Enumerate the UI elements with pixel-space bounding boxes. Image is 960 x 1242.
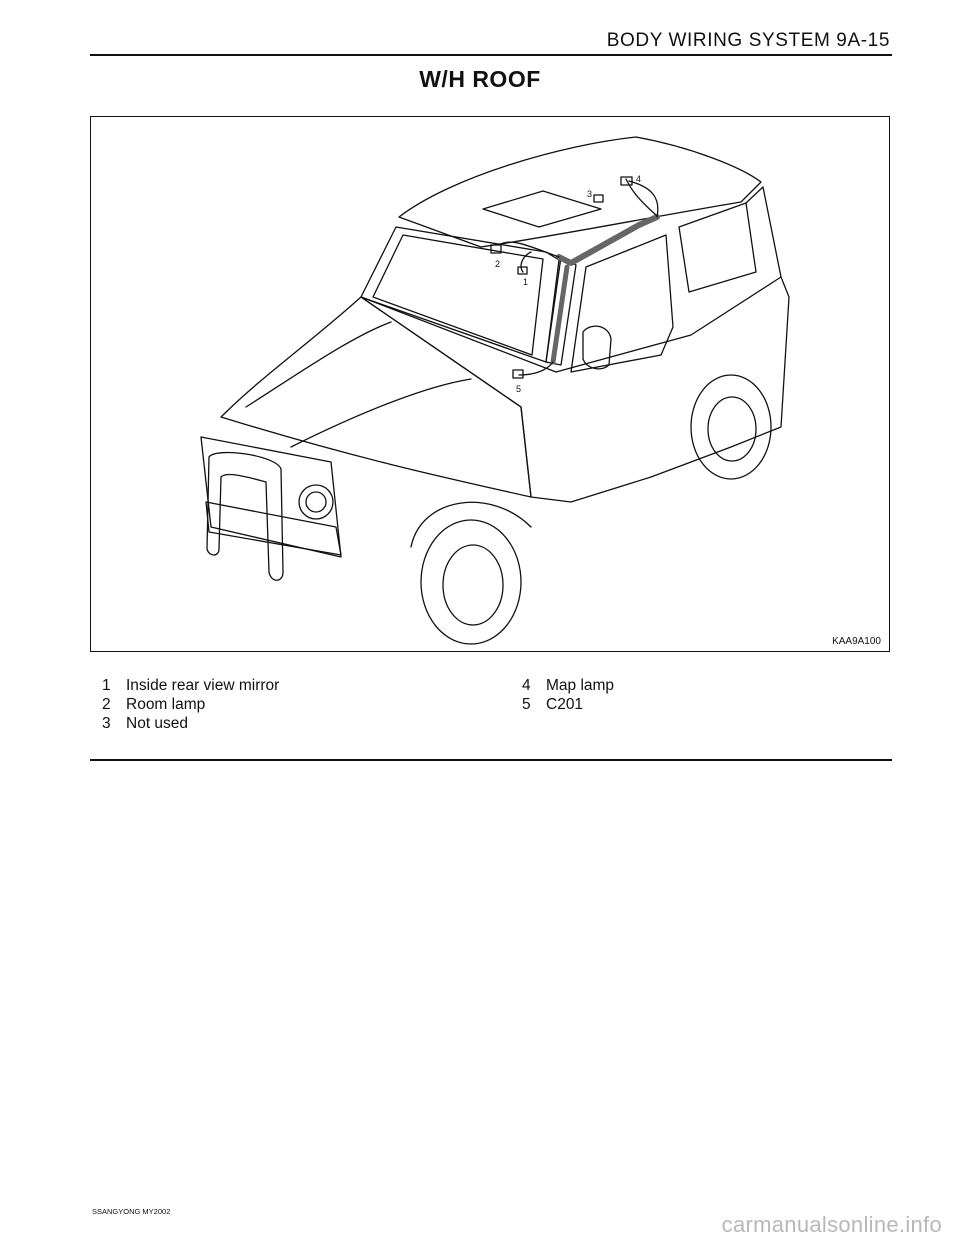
roof-harness-main: [559, 217, 657, 263]
callout-1: 1: [523, 277, 529, 287]
rear-side-window: [679, 203, 756, 292]
windshield-inner: [373, 235, 543, 355]
legend-number: 2: [102, 696, 111, 713]
legend-label: Map lamp: [546, 677, 615, 694]
bumper: [206, 502, 341, 555]
section-rule: [90, 759, 892, 761]
rear-body: [746, 187, 781, 277]
grille-guard: [207, 453, 283, 581]
callout-3: 3: [587, 189, 593, 199]
hood-crease: [246, 322, 471, 447]
headlight: [299, 485, 333, 519]
callout-2: 2: [495, 259, 501, 269]
watermark: carmanualsonline.info: [721, 1212, 942, 1237]
roof-harness-pillar: [553, 267, 567, 362]
legend-item: [522, 695, 614, 714]
sunroof-panel: [483, 191, 601, 227]
legend-number: 5: [522, 696, 531, 713]
legend-item: [522, 676, 614, 695]
roof-outline: [399, 137, 761, 247]
vehicle-wiring-figure: [90, 116, 890, 652]
footer-text: SSANGYONG MY2002: [92, 1207, 171, 1216]
connector-not-used: [594, 195, 603, 202]
legend-number: 1: [102, 677, 111, 694]
legend-left: [102, 676, 279, 733]
vehicle-illustration: [91, 117, 889, 651]
page-title: W/H ROOF: [419, 66, 541, 92]
connector-c201: [513, 370, 523, 378]
hood: [221, 297, 531, 497]
callout-4: 4: [636, 174, 642, 184]
side-mirror: [583, 326, 611, 369]
legend-number: 3: [102, 715, 111, 732]
header-rule: [90, 54, 892, 56]
callout-5: 5: [516, 384, 522, 394]
legend-number: 4: [522, 677, 531, 694]
rear-wheel: [691, 375, 771, 479]
legend-label: Inside rear view mirror: [126, 677, 280, 694]
legend-item: [102, 676, 279, 695]
legend-label: C201: [546, 696, 584, 713]
legend-label: Not used: [126, 715, 189, 732]
body-side: [361, 277, 789, 502]
rear-wheel-rim: [708, 397, 756, 461]
front-wheel-arch: [411, 502, 531, 547]
legend-right: [522, 676, 614, 714]
windshield: [361, 227, 559, 362]
legend-item: [102, 714, 279, 733]
headlight-inner: [306, 492, 326, 512]
figure-code: KAA9A100: [832, 636, 881, 647]
legend-label: Room lamp: [126, 696, 206, 713]
front-fascia: [201, 437, 341, 557]
header-title: BODY WIRING SYSTEM 9A-15: [606, 30, 890, 51]
front-wheel-rim: [443, 545, 503, 625]
legend-item: [102, 695, 279, 714]
